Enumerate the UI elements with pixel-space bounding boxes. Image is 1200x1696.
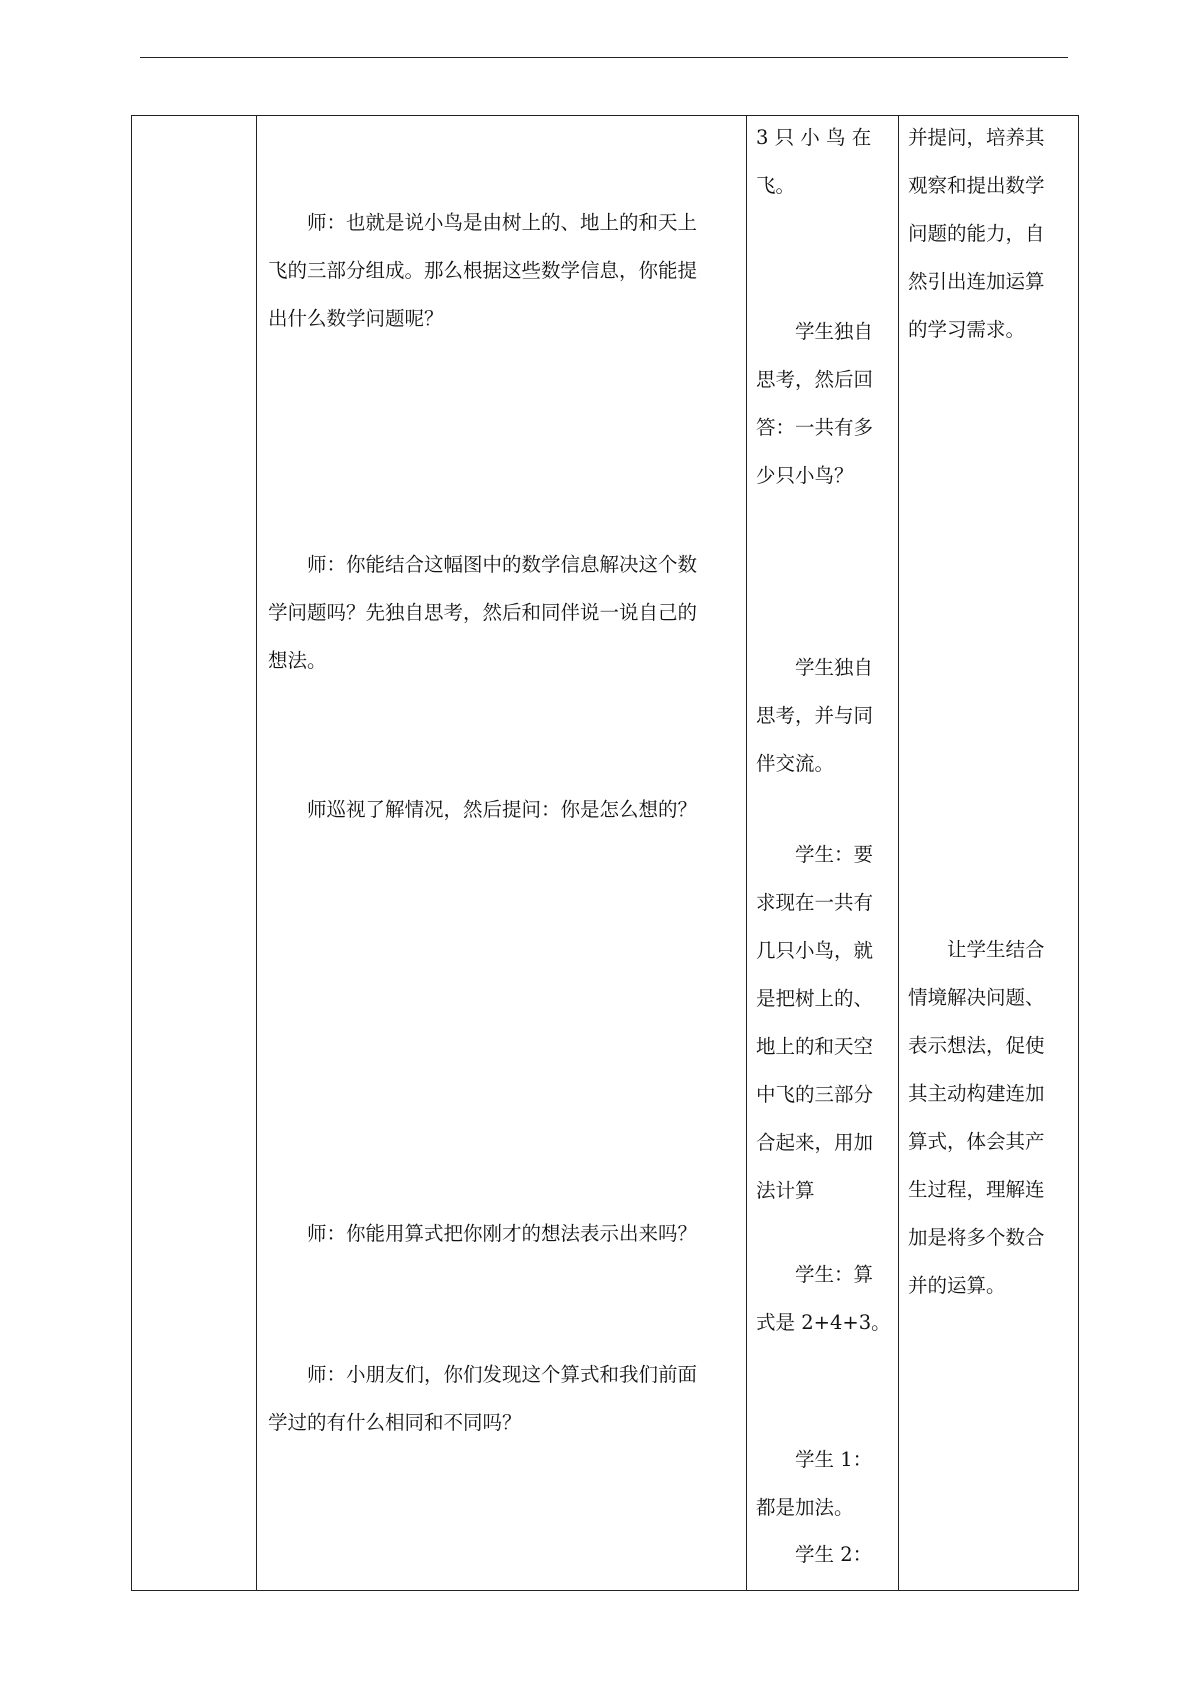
text-line: 学生独自 [756, 656, 874, 679]
intent-para-2 [908, 926, 1045, 1310]
text-line: 观察和提出数学 [908, 174, 1045, 197]
text-line: 师：也就是说小鸟是由树上的、地上的和天上 [268, 211, 698, 234]
text-line: 师：小朋友们，你们发现这个算式和我们前面 [268, 1363, 698, 1386]
text-line: 并的运算。 [908, 1274, 1006, 1297]
text-line: 让学生结合 [908, 938, 1045, 961]
text-line: 学生：算 [756, 1263, 874, 1286]
text-line: 学生 1： [756, 1448, 873, 1471]
text-line: 加是将多个数合 [908, 1226, 1045, 1249]
text-line: 表示想法，促使 [908, 1034, 1045, 1057]
text-line: 出什么数学问题呢？ [268, 307, 444, 330]
text-line: 式是 2+4+3。 [756, 1311, 891, 1334]
teacher-para-2 [268, 541, 697, 685]
text-line: 3 只 小 鸟 在 [756, 126, 872, 149]
stage-cell [132, 116, 256, 1590]
text-line: 几只小鸟，就 [756, 939, 874, 962]
student-para-7 [756, 1531, 872, 1579]
text-line: 学生 2： [756, 1543, 873, 1566]
student-para-2 [756, 308, 873, 500]
text-line: 合起来，用加 [756, 1131, 874, 1154]
teacher-para-1 [268, 199, 697, 343]
text-line: 飞的三部分组成。那么根据这些数学信息，你能提 [268, 259, 698, 282]
text-line: 学生：要 [756, 843, 874, 866]
text-line: 学生独自 [756, 320, 874, 343]
text-line: 学问题吗？先独自思考，然后和同伴说一说自己的 [268, 601, 698, 624]
header-rule [140, 57, 1068, 58]
text-line: 师：你能结合这幅图中的数学信息解决这个数 [268, 553, 698, 576]
student-para-4 [756, 831, 873, 1215]
teacher-activity-cell [256, 116, 746, 1590]
text-line: 学过的有什么相同和不同吗？ [268, 1411, 522, 1434]
text-line: 都是加法。 [756, 1496, 854, 1519]
text-line: 飞。 [756, 174, 796, 197]
student-para-3 [756, 644, 873, 788]
text-line: 伴交流。 [756, 752, 835, 775]
student-para-5 [756, 1251, 891, 1347]
text-line: 其主动构建连加 [908, 1082, 1045, 1105]
student-activity-cell [746, 116, 898, 1590]
text-line: 求现在一共有 [756, 891, 874, 914]
text-line: 想法。 [268, 649, 327, 672]
text-line: 少只小鸟？ [756, 464, 854, 487]
text-line: 是把树上的、 [756, 987, 874, 1010]
text-line: 思考，然后回 [756, 368, 874, 391]
teacher-para-3 [268, 786, 697, 834]
text-line: 情境解决问题、 [908, 986, 1045, 1009]
student-para-6 [756, 1436, 872, 1532]
text-line: 的学习需求。 [908, 318, 1026, 341]
text-line: 师：你能用算式把你刚才的想法表示出来吗？ [268, 1222, 698, 1245]
text-line: 答：一共有多 [756, 416, 874, 439]
text-line: 算式，体会其产 [908, 1130, 1045, 1153]
text-line: 地上的和天空 [756, 1035, 874, 1058]
text-line: 思考，并与同 [756, 704, 874, 727]
text-line: 然引出连加运算 [908, 270, 1045, 293]
lesson-table [131, 115, 1079, 1591]
text-line: 问题的能力，自 [908, 222, 1045, 245]
text-line: 生过程，理解连 [908, 1178, 1045, 1201]
design-intent-cell [898, 116, 1078, 1590]
teacher-para-5 [268, 1351, 697, 1447]
text-line: 法计算 [756, 1179, 815, 1202]
text-line: 并提问，培养其 [908, 126, 1045, 149]
text-line: 师巡视了解情况，然后提问：你是怎么想的？ [268, 798, 698, 821]
text-line: 中飞的三部分 [756, 1083, 874, 1106]
teacher-para-4 [268, 1210, 697, 1258]
student-para-1 [756, 114, 871, 210]
intent-para-1 [908, 114, 1045, 354]
